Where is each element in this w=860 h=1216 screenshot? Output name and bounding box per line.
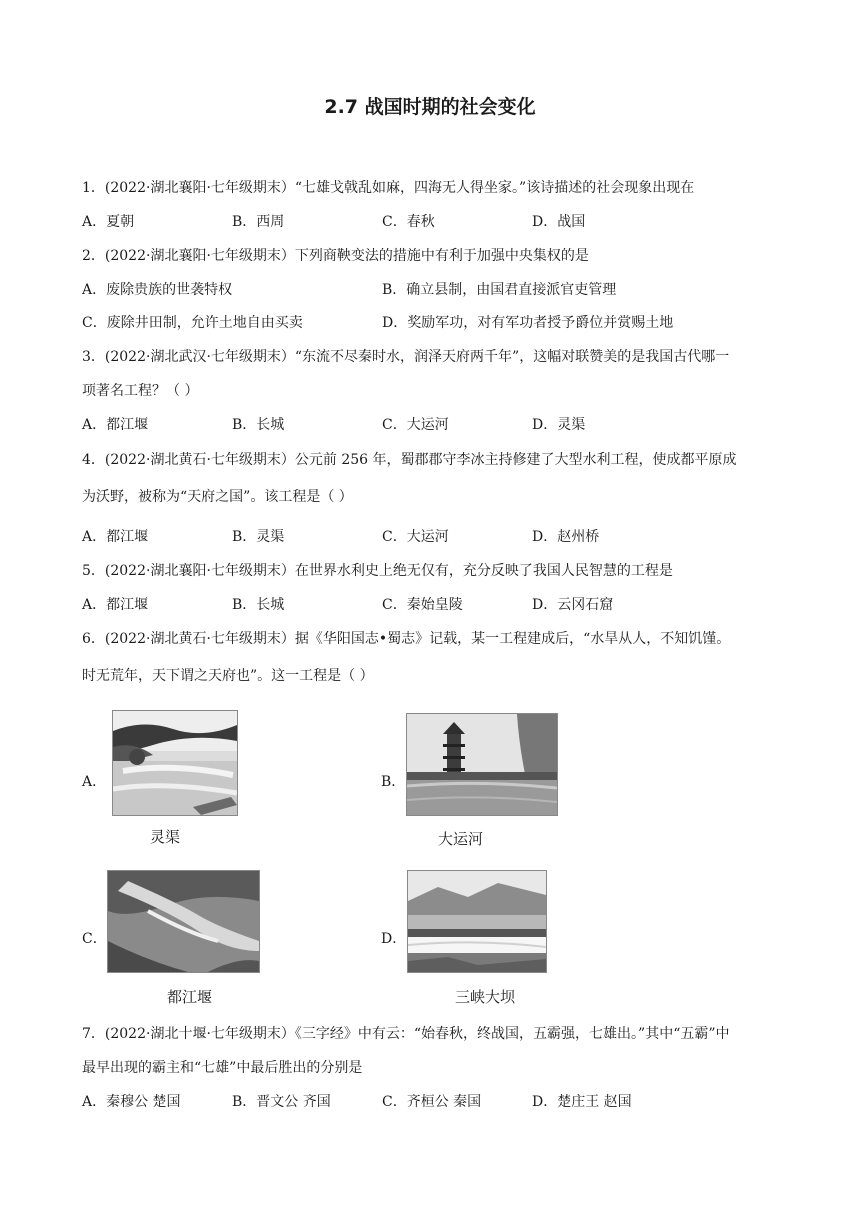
q6-option-c-letter[interactable]: C． <box>82 931 107 947</box>
q7-option-d[interactable]: D．楚庄王 赵国 <box>532 1094 632 1110</box>
q5-option-c[interactable]: C．秦始皇陵 <box>382 597 463 613</box>
q6-option-d-letter[interactable]: D． <box>381 931 407 947</box>
q6-option-b-caption: 大运河 <box>438 830 484 848</box>
q3-option-b[interactable]: B．长城 <box>232 417 285 433</box>
question-5-stem: 5．(2022·湖北襄阳·七年级期末）在世界水利史上绝无仅有，充分反映了我国人民智慧的工程是 <box>82 563 673 579</box>
q6-option-a-photo[interactable] <box>112 710 238 816</box>
q4-option-c[interactable]: C．大运河 <box>382 529 449 545</box>
q6-option-b-photo[interactable] <box>406 713 558 816</box>
q6-option-a-letter[interactable]: A． <box>82 774 107 790</box>
question-3-stem-cont: 项著名工程？（ ） <box>82 383 199 399</box>
question-6-stem: 6．(2022·湖北黄石·七年级期末）据《华阳国志•蜀志》记载，某一工程建成后，“水旱从人，不知饥馑。 <box>82 631 731 647</box>
q6-option-c-caption: 都江堰 <box>167 988 213 1006</box>
question-4-stem: 4．(2022·湖北黄石·七年级期末）公元前 256 年，蜀郡郡守李冰主持修建了大型水利工程，使成都平原成 <box>82 452 737 468</box>
page-title: 2.7 战国时期的社会变化 <box>324 96 536 118</box>
q6-option-d-caption: 三峡大坝 <box>455 988 516 1006</box>
q2-option-c[interactable]: C．废除井田制，允许土地自由买卖 <box>82 315 303 331</box>
q4-option-b[interactable]: B．灵渠 <box>232 529 285 545</box>
question-2-stem: 2．(2022·湖北襄阳·七年级期末）下列商鞅变法的措施中有利于加强中央集权的是 <box>82 248 589 264</box>
q7-option-a[interactable]: A．秦穆公 楚国 <box>82 1094 181 1110</box>
q6-option-a-caption: 灵渠 <box>150 828 181 846</box>
q1-option-c[interactable]: C．春秋 <box>382 214 435 230</box>
q1-option-a[interactable]: A．夏朝 <box>82 214 135 230</box>
q6-option-b-letter[interactable]: B． <box>381 774 406 790</box>
q5-option-b[interactable]: B．长城 <box>232 597 285 613</box>
question-6-stem-cont: 时无荒年，天下谓之天府也”。这一工程是（ ） <box>82 668 374 684</box>
q4-option-a[interactable]: A．都江堰 <box>82 529 149 545</box>
question-7-stem-cont: 最早出现的霸主和“七雄”中最后胜出的分别是 <box>82 1060 363 1076</box>
question-3-stem: 3．(2022·湖北武汉·七年级期末）“东流不尽秦时水，润泽天府两千年”，这幅对联赞美的是我国古代哪一 <box>82 349 730 365</box>
q6-option-c-photo[interactable] <box>107 870 260 973</box>
q1-option-d[interactable]: D．战国 <box>532 214 586 230</box>
q1-option-b[interactable]: B．西周 <box>232 214 285 230</box>
q3-option-a[interactable]: A．都江堰 <box>82 417 149 433</box>
question-1-stem: 1．(2022·湖北襄阳·七年级期末）“七雄戈戟乱如麻，四海无人得坐家。”该诗描述的社会现象出现在 <box>82 180 695 196</box>
q7-option-c[interactable]: C．齐桓公 秦国 <box>382 1094 482 1110</box>
q7-option-b[interactable]: B．晋文公 齐国 <box>232 1094 331 1110</box>
question-4-stem-cont: 为沃野，被称为“天府之国”。该工程是（ ） <box>82 489 353 505</box>
q3-option-c[interactable]: C．大运河 <box>382 417 449 433</box>
q3-option-d[interactable]: D．灵渠 <box>532 417 586 433</box>
q4-option-d[interactable]: D．赵州桥 <box>532 529 600 545</box>
q2-option-d[interactable]: D．奖励军功，对有军功者授予爵位并赏赐土地 <box>382 315 674 331</box>
q5-option-a[interactable]: A．都江堰 <box>82 597 149 613</box>
q6-option-d-photo[interactable] <box>407 870 547 973</box>
q2-option-a[interactable]: A．废除贵族的世袭特权 <box>82 282 233 298</box>
q5-option-d[interactable]: D．云冈石窟 <box>532 597 614 613</box>
q2-option-b[interactable]: B．确立县制，由国君直接派官吏管理 <box>382 282 617 298</box>
question-7-stem: 7．(2022·湖北十堰·七年级期末）《三字经》中有云：“始春秋，终战国，五霸强，七雄出。”其中“五霸”中 <box>82 1026 730 1042</box>
